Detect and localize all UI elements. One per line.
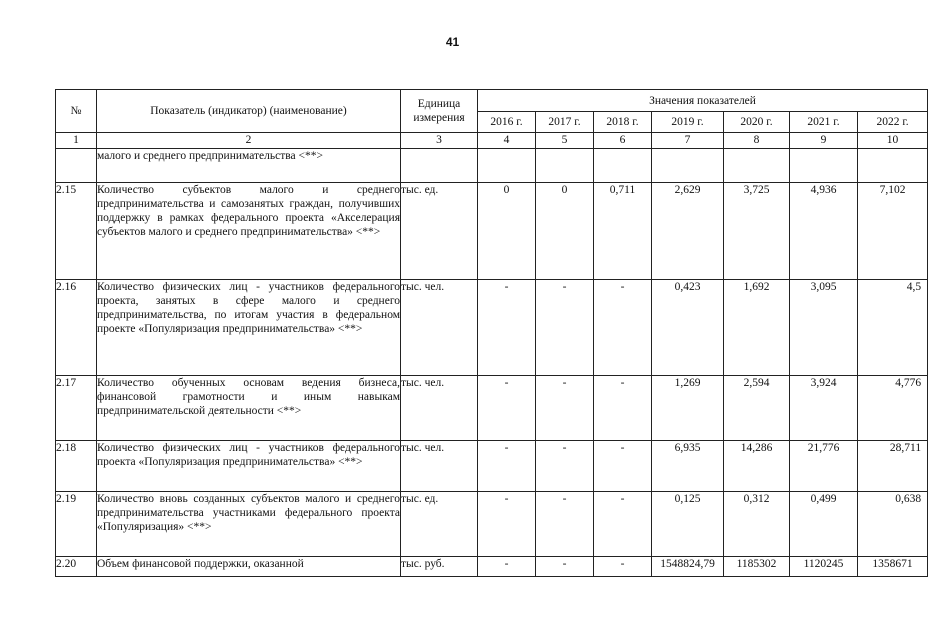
- value-cell: [858, 149, 928, 183]
- table-row: [56, 183, 928, 280]
- unit-cell: тыс. руб.: [401, 557, 478, 577]
- value-cell: 2,629: [652, 183, 724, 280]
- column-index: 2: [97, 133, 401, 149]
- unit-cell: тыс. чел.: [401, 376, 478, 441]
- value-cell: 28,711: [858, 441, 928, 492]
- value-cell: 3,095: [790, 280, 858, 376]
- table-row: [56, 149, 928, 183]
- value-cell: 1185302: [724, 557, 790, 577]
- column-index: 5: [536, 133, 594, 149]
- value-cell: -: [478, 376, 536, 441]
- value-cell: [652, 149, 724, 183]
- value-cell: [790, 149, 858, 183]
- value-cell: -: [594, 441, 652, 492]
- row-number: [56, 149, 97, 183]
- column-index: 10: [858, 133, 928, 149]
- value-cell: 6,935: [652, 441, 724, 492]
- column-index: 1: [56, 133, 97, 149]
- page-number: 41: [445, 35, 460, 49]
- header-year: 2021 г.: [790, 112, 858, 133]
- value-cell: 1,269: [652, 376, 724, 441]
- indicator-name: Объем финансовой поддержки, оказанной: [97, 557, 401, 577]
- header-year: 2020 г.: [724, 112, 790, 133]
- row-number: 2.15: [56, 183, 97, 280]
- table-row: [56, 441, 928, 492]
- value-cell: 0,423: [652, 280, 724, 376]
- value-cell: 7,102: [858, 183, 928, 280]
- header-year: 2022 г.: [858, 112, 928, 133]
- unit-cell: [401, 149, 478, 183]
- value-cell: -: [594, 557, 652, 577]
- value-cell: -: [478, 280, 536, 376]
- value-cell: 0,711: [594, 183, 652, 280]
- value-cell: 1358671: [858, 557, 928, 577]
- column-index: 9: [790, 133, 858, 149]
- value-cell: 3,725: [724, 183, 790, 280]
- row-number: 2.19: [56, 492, 97, 557]
- value-cell: -: [478, 557, 536, 577]
- table-row: [56, 376, 928, 441]
- header-indicator: Показатель (индикатор) (наименование): [97, 90, 401, 133]
- header-unit: Единица измерения: [401, 90, 478, 133]
- value-cell: -: [536, 492, 594, 557]
- value-cell: 14,286: [724, 441, 790, 492]
- row-number: 2.17: [56, 376, 97, 441]
- unit-cell: тыс. ед.: [401, 492, 478, 557]
- value-cell: [724, 149, 790, 183]
- header-year: 2016 г.: [478, 112, 536, 133]
- value-cell: 21,776: [790, 441, 858, 492]
- column-index: 3: [401, 133, 478, 149]
- indicator-name: Количество физических лиц - участников федерального проекта, занятых в сфере малого и среднего предпринимательства, по итогам участия в федеральном проекте «Популяризация предпринимательства» <**>: [97, 280, 401, 376]
- value-cell: -: [594, 492, 652, 557]
- value-cell: [536, 149, 594, 183]
- indicator-name: Количество обученных основам ведения бизнеса, финансовой грамотности и иным навыкам предпринимательской деятельности <**>: [97, 376, 401, 441]
- header-year: 2018 г.: [594, 112, 652, 133]
- indicator-name: малого и среднего предпринимательства <**>: [97, 149, 401, 183]
- value-cell: 0,499: [790, 492, 858, 557]
- value-cell: -: [594, 280, 652, 376]
- indicator-name: Количество физических лиц - участников федерального проекта «Популяризация предпринимательства» <**>: [97, 441, 401, 492]
- value-cell: 2,594: [724, 376, 790, 441]
- unit-cell: тыс. ед.: [401, 183, 478, 280]
- table-row: [56, 492, 928, 557]
- header-values-group: Значения показателей: [478, 90, 928, 112]
- header-year: 2019 г.: [652, 112, 724, 133]
- indicator-name: Количество вновь созданных субъектов малого и среднего предпринимательства участниками федерального проекта «Популяризация» <**>: [97, 492, 401, 557]
- column-index: 8: [724, 133, 790, 149]
- value-cell: -: [536, 376, 594, 441]
- value-cell: 4,5: [858, 280, 928, 376]
- header-year: 2017 г.: [536, 112, 594, 133]
- unit-cell: тыс. чел.: [401, 280, 478, 376]
- value-cell: [478, 149, 536, 183]
- value-cell: 4,776: [858, 376, 928, 441]
- header-no: №: [56, 90, 97, 133]
- column-index: 6: [594, 133, 652, 149]
- value-cell: 1,692: [724, 280, 790, 376]
- value-cell: -: [536, 557, 594, 577]
- unit-cell: тыс. чел.: [401, 441, 478, 492]
- value-cell: 0,125: [652, 492, 724, 557]
- value-cell: -: [536, 280, 594, 376]
- value-cell: [594, 149, 652, 183]
- value-cell: -: [478, 492, 536, 557]
- value-cell: 0,638: [858, 492, 928, 557]
- column-index: 7: [652, 133, 724, 149]
- table-row: [56, 280, 928, 376]
- row-number: 2.18: [56, 441, 97, 492]
- indicator-table: [55, 89, 928, 577]
- value-cell: 1548824,79: [652, 557, 724, 577]
- value-cell: -: [536, 441, 594, 492]
- value-cell: 0: [536, 183, 594, 280]
- table-row: [56, 557, 928, 577]
- value-cell: 4,936: [790, 183, 858, 280]
- value-cell: 0: [478, 183, 536, 280]
- value-cell: 0,312: [724, 492, 790, 557]
- row-number: 2.16: [56, 280, 97, 376]
- row-number: 2.20: [56, 557, 97, 577]
- value-cell: -: [478, 441, 536, 492]
- value-cell: 1120245: [790, 557, 858, 577]
- value-cell: 3,924: [790, 376, 858, 441]
- value-cell: -: [594, 376, 652, 441]
- indicator-name: Количество субъектов малого и среднего предпринимательства и самозанятых граждан, получивших поддержку в рамках федерального проекта «Акселерация субъектов малого и среднего предпринимательства» <**>: [97, 183, 401, 280]
- column-index: 4: [478, 133, 536, 149]
